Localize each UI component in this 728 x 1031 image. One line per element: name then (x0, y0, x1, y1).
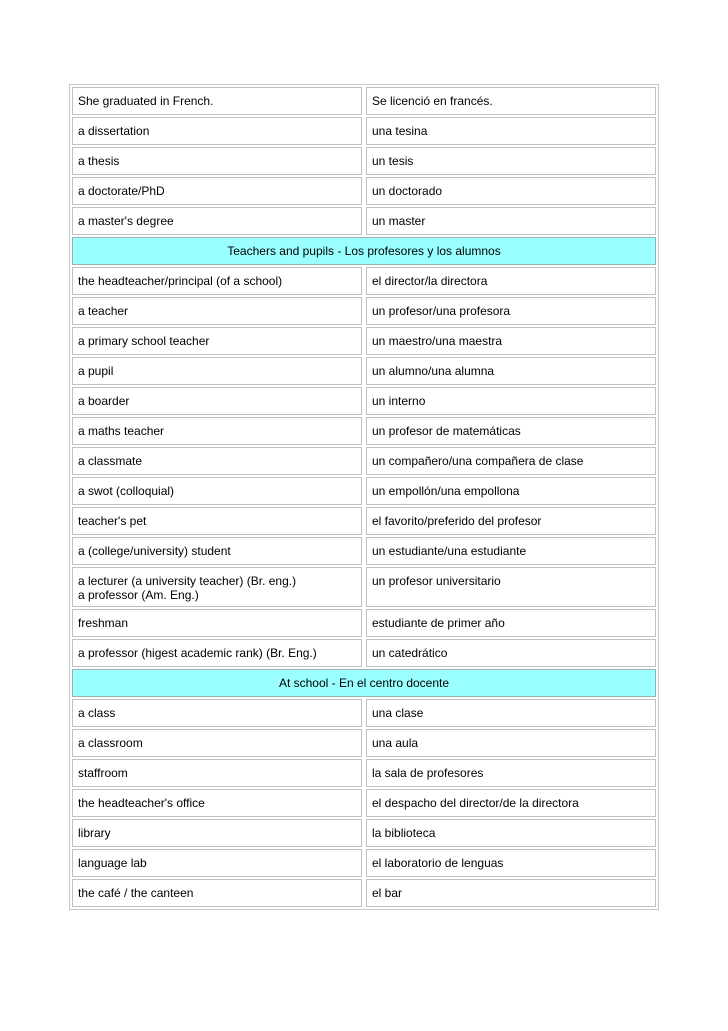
spanish-term: una tesina (372, 124, 428, 138)
spanish-term: un interno (372, 394, 426, 408)
spanish-term-cell (366, 267, 656, 295)
spanish-term-cell (366, 879, 656, 907)
table-row (72, 297, 656, 325)
spanish-term-cell (366, 177, 656, 205)
english-term: the headteacher's office (78, 796, 205, 810)
english-term-cell (72, 177, 362, 205)
table-row (72, 327, 656, 355)
table-row (72, 819, 656, 847)
table-row (72, 417, 656, 445)
section-header-row (72, 669, 656, 697)
spanish-term-cell (366, 849, 656, 877)
english-term-cell (72, 819, 362, 847)
english-term: a swot (colloquial) (78, 484, 175, 498)
table-row (72, 849, 656, 877)
english-term-cell (72, 207, 362, 235)
table-row (72, 447, 656, 475)
english-term-cell (72, 147, 362, 175)
table-row (72, 759, 656, 787)
vocabulary-table (69, 84, 659, 910)
spanish-term: una aula (372, 736, 419, 750)
spanish-term-cell (366, 639, 656, 667)
table-row (72, 87, 656, 115)
spanish-term: un master (372, 214, 426, 228)
spanish-term-cell (366, 759, 656, 787)
english-term-cell (72, 537, 362, 565)
spanish-term: el director/la directora (372, 274, 488, 288)
table-row (72, 879, 656, 907)
spanish-term: un catedrático (372, 646, 448, 660)
english-term: a class (78, 706, 116, 720)
english-term-cell (72, 879, 362, 907)
table-row (72, 729, 656, 757)
english-term-cell (72, 357, 362, 385)
spanish-term-cell (366, 417, 656, 445)
table-row (72, 207, 656, 235)
spanish-term-cell (366, 567, 656, 607)
english-term: a classmate (78, 454, 143, 468)
english-term-cell (72, 849, 362, 877)
spanish-term: la biblioteca (372, 826, 436, 840)
table-row (72, 639, 656, 667)
english-term-cell (72, 729, 362, 757)
spanish-term: un compañero/una compañera de clase (372, 454, 584, 468)
table-row (72, 387, 656, 415)
table-row (72, 507, 656, 535)
spanish-term: un profesor/una profesora (372, 304, 511, 318)
spanish-term: un tesis (372, 154, 414, 168)
spanish-term-cell (366, 819, 656, 847)
spanish-term-cell (366, 699, 656, 727)
english-term-cell (72, 117, 362, 145)
spanish-term: Se licenció en francés. (372, 94, 493, 108)
english-term: She graduated in French. (78, 94, 214, 108)
table-row (72, 537, 656, 565)
spanish-term-cell (366, 327, 656, 355)
english-term: library (78, 826, 111, 840)
table-row (72, 609, 656, 637)
section-header: At school - En el centro docente (72, 669, 656, 697)
english-term: language lab (78, 856, 147, 870)
table-row (72, 147, 656, 175)
english-term: a teacher (78, 304, 129, 318)
english-term-cell (72, 759, 362, 787)
english-term: a professor (Am. Eng.) (78, 588, 199, 602)
spanish-term: un maestro/una maestra (372, 334, 503, 348)
english-term-cell (72, 699, 362, 727)
english-term: a classroom (78, 736, 143, 750)
spanish-term: el laboratorio de lenguas (372, 856, 504, 870)
spanish-term: el despacho del director/de la directora (372, 796, 579, 810)
spanish-term: un empollón/una empollona (372, 484, 520, 498)
spanish-term: un profesor universitario (372, 574, 501, 588)
spanish-term: un doctorado (372, 184, 443, 198)
english-term: freshman (78, 616, 129, 630)
spanish-term: el favorito/preferido del profesor (372, 514, 542, 528)
english-term-cell (72, 327, 362, 355)
english-term: a primary school teacher (78, 334, 210, 348)
table-row (72, 177, 656, 205)
english-term-cell (72, 87, 362, 115)
table-row (72, 357, 656, 385)
english-term: a doctorate/PhD (78, 184, 165, 198)
english-term-cell (72, 267, 362, 295)
spanish-term-cell (366, 729, 656, 757)
english-term-cell (72, 447, 362, 475)
spanish-term: un profesor de matemáticas (372, 424, 521, 438)
english-term: a thesis (78, 154, 120, 168)
english-term: the headteacher/principal (of a school) (78, 274, 283, 288)
table-row (72, 699, 656, 727)
table-row (72, 567, 656, 607)
table-row (72, 789, 656, 817)
english-term-cell (72, 639, 362, 667)
english-term-cell (72, 567, 362, 607)
english-term-cell (72, 297, 362, 325)
spanish-term-cell (366, 477, 656, 505)
table-row (72, 267, 656, 295)
spanish-term: estudiante de primer año (372, 616, 505, 630)
spanish-term-cell (366, 447, 656, 475)
english-term: a professor (higest academic rank) (Br. Eng.) (78, 646, 317, 660)
spanish-term: un estudiante/una estudiante (372, 544, 527, 558)
spanish-term-cell (366, 537, 656, 565)
section-header: Teachers and pupils - Los profesores y los alumnos (72, 237, 656, 265)
english-term-cell (72, 477, 362, 505)
english-term: the café / the canteen (78, 886, 194, 900)
spanish-term-cell (366, 87, 656, 115)
spanish-term-cell (366, 147, 656, 175)
spanish-term-cell (366, 387, 656, 415)
english-term: a master's degree (78, 214, 174, 228)
english-term-cell (72, 387, 362, 415)
spanish-term-cell (366, 609, 656, 637)
section-header-row (72, 237, 656, 265)
spanish-term-cell (366, 357, 656, 385)
english-term: staffroom (78, 766, 128, 780)
spanish-term-cell (366, 297, 656, 325)
english-term: teacher's pet (78, 514, 147, 528)
spanish-term: una clase (372, 706, 424, 720)
english-term: a lecturer (a university teacher) (Br. eng.) (78, 574, 297, 588)
spanish-term: un alumno/una alumna (372, 364, 495, 378)
english-term-cell (72, 789, 362, 817)
spanish-term-cell (366, 117, 656, 145)
table-row (72, 117, 656, 145)
spanish-term-cell (366, 789, 656, 817)
english-term: a maths teacher (78, 424, 165, 438)
english-term-cell (72, 609, 362, 637)
english-term-cell (72, 417, 362, 445)
spanish-term: el bar (372, 886, 403, 900)
spanish-term-cell (366, 207, 656, 235)
spanish-term: la sala de profesores (372, 766, 484, 780)
english-term: a boarder (78, 394, 130, 408)
english-term: a dissertation (78, 124, 150, 138)
spanish-term-cell (366, 507, 656, 535)
english-term-cell (72, 507, 362, 535)
english-term: a (college/university) student (78, 544, 231, 558)
english-term: a pupil (78, 364, 114, 378)
table-row (72, 477, 656, 505)
